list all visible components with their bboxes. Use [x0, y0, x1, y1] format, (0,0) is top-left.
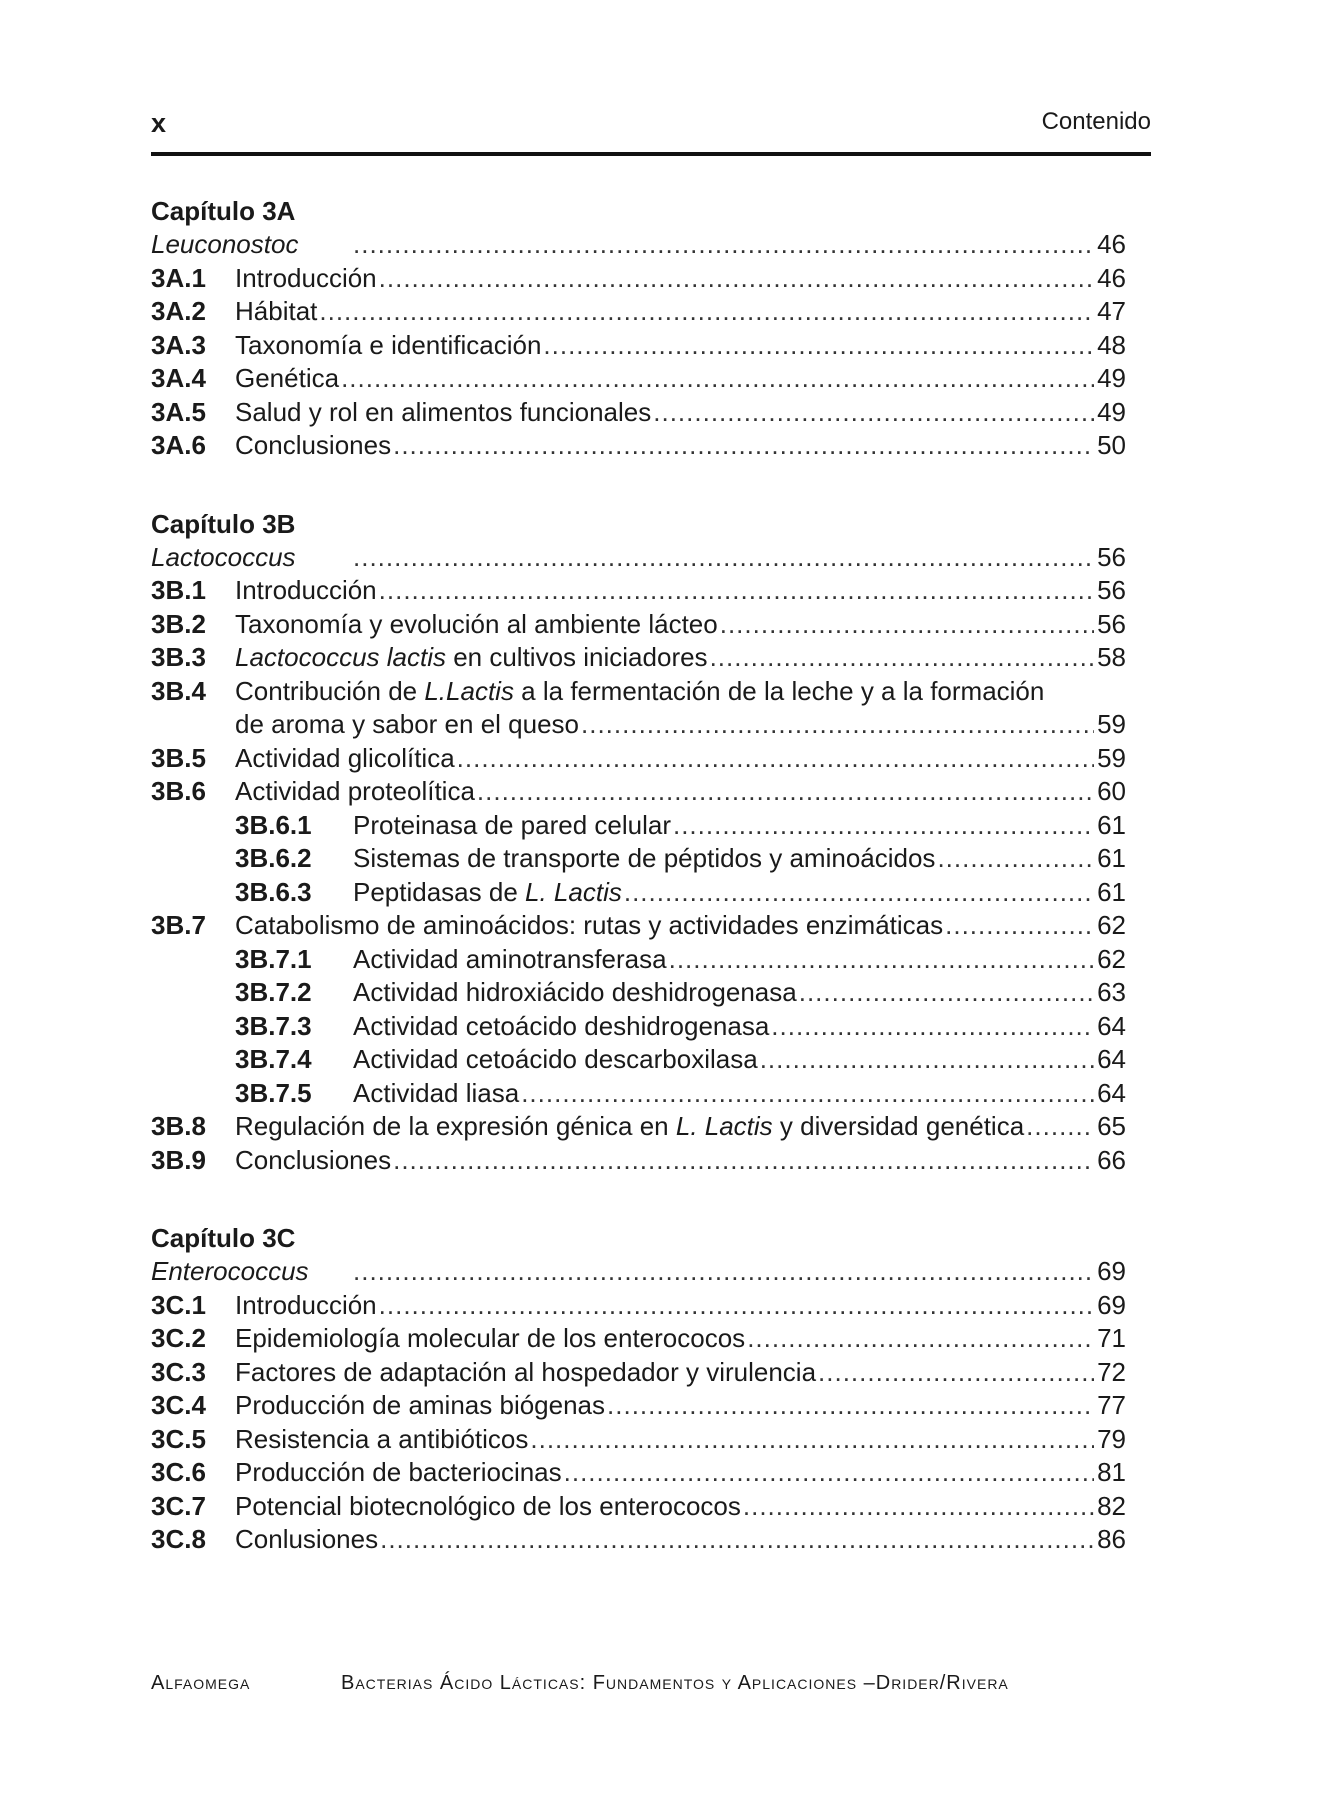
dot-leader	[743, 1490, 1094, 1524]
entry-title-text: Conclusiones	[235, 1144, 392, 1175]
entry-title	[235, 1423, 528, 1457]
entry-title	[235, 1110, 1024, 1144]
page-number: 60	[1097, 776, 1126, 806]
chapter-title: Capítulo 3C	[151, 1223, 296, 1253]
page-number: 82	[1097, 1490, 1126, 1521]
entry-number: 3B.7.4	[235, 1044, 312, 1074]
toc-entry	[151, 1456, 1126, 1490]
toc-chapter	[151, 1221, 1126, 1557]
entry-title-text: Introducción	[235, 575, 377, 605]
entry-title-text: Catabolismo de aminoácidos: rutas y actividades enzimáticas	[235, 910, 944, 940]
entry-number: 3B.6	[151, 776, 206, 806]
book-title: Bacterias Ácido Lácticas: Fundamentos y Aplicaciones –Drider/Rivera	[341, 1672, 1009, 1694]
page-number: 79	[1097, 1423, 1126, 1454]
dot-leader	[771, 1010, 1094, 1044]
toc-entry	[151, 1010, 1126, 1044]
entry-title-text: Resistencia a antibióticos	[235, 1423, 529, 1454]
entry-title	[235, 608, 718, 642]
entry-title-italic: L.Lactis	[424, 675, 514, 706]
page-number: 46	[1097, 229, 1126, 259]
dot-leader	[393, 429, 1094, 463]
toc-chapter	[151, 194, 1126, 463]
dot-leader	[799, 976, 1094, 1010]
entry-title-text: Actividad cetoácido deshidrogenasa	[353, 1010, 770, 1041]
dot-leader	[353, 541, 1094, 575]
entry-title-pre: Regulación de la expresión génica en	[235, 1111, 676, 1141]
entry-title	[235, 1456, 562, 1490]
toc-entry	[151, 329, 1126, 363]
page-number: 72	[1097, 1356, 1126, 1387]
entry-title-italic: L. Lactis	[525, 876, 622, 907]
entry-title	[353, 876, 622, 910]
dot-leader	[543, 329, 1094, 363]
entry-number: 3B.4	[151, 675, 206, 706]
entry-number: 3A.6	[151, 430, 206, 460]
page-number: 61	[1097, 809, 1126, 840]
toc-entry	[151, 876, 1126, 910]
toc-entry	[151, 1110, 1126, 1144]
page-number: 69	[1097, 1289, 1126, 1320]
entry-title-text: Hábitat	[235, 296, 318, 326]
dot-leader	[341, 362, 1094, 396]
entry-title-text: Conclusiones	[235, 430, 392, 460]
page-number: 56	[1097, 608, 1126, 639]
toc-entry	[151, 295, 1126, 329]
toc-entry	[151, 396, 1126, 430]
entry-number: 3B.6.3	[235, 876, 312, 907]
page-number: 48	[1097, 329, 1126, 360]
entry-title-text: Actividad liasa	[353, 1077, 520, 1108]
dot-leader	[673, 809, 1094, 843]
entry-title	[235, 909, 943, 943]
entry-title	[235, 262, 377, 296]
entry-title-pre: Contribución de	[235, 675, 425, 706]
chapter-subtitle-row	[151, 1255, 1126, 1289]
entry-title	[235, 1144, 391, 1178]
entry-title	[235, 742, 455, 776]
entry-title-text: Producción de aminas biógenas	[235, 1390, 606, 1420]
entry-title	[235, 362, 339, 396]
chapter-subtitle-row	[151, 541, 1126, 575]
entry-number: 3B.1	[151, 575, 206, 605]
entry-number: 3B.6.1	[235, 809, 312, 840]
entry-title	[235, 429, 391, 463]
entry-number: 3B.5	[151, 742, 206, 773]
entry-number: 3B.2	[151, 608, 206, 639]
dot-leader	[477, 775, 1094, 809]
page-number: 61	[1097, 876, 1126, 907]
entry-title-text: Epidemiología molecular de los enterococos	[235, 1323, 746, 1353]
page-number: 58	[1097, 642, 1126, 672]
dot-leader	[353, 228, 1094, 262]
dot-leader	[653, 396, 1094, 430]
dot-leader	[624, 876, 1094, 910]
entry-number: 3B.7	[151, 910, 206, 940]
entry-title	[235, 775, 475, 809]
chapter-title: Capítulo 3A	[151, 196, 296, 226]
entry-title	[235, 1389, 605, 1423]
entry-title	[235, 1356, 816, 1390]
toc-entry	[151, 608, 1126, 642]
page-number: 86	[1097, 1524, 1126, 1554]
page-number: 46	[1097, 262, 1126, 293]
entry-title	[353, 1010, 769, 1044]
entry-number: 3C.8	[151, 1524, 206, 1554]
entry-number: 3C.2	[151, 1323, 206, 1353]
entry-title	[235, 1322, 745, 1356]
toc-chapter	[151, 507, 1126, 1178]
page-number: 64	[1097, 1010, 1126, 1041]
dot-leader	[379, 1289, 1094, 1323]
dot-leader	[521, 1077, 1094, 1111]
entry-title-text: Actividad glicolítica	[235, 742, 455, 773]
dot-leader	[818, 1356, 1094, 1390]
toc-entry	[151, 742, 1126, 776]
publisher-name: Alfaomega	[151, 1672, 251, 1694]
entry-number: 3B.6.2	[235, 843, 312, 873]
toc-entry-continuation	[151, 708, 1126, 742]
toc-entry	[151, 1423, 1126, 1457]
dot-leader	[457, 742, 1094, 776]
toc-entry	[151, 1490, 1126, 1524]
dot-leader	[319, 295, 1094, 329]
toc-entry	[151, 262, 1126, 296]
entry-title-text: Proteinasa de pared celular	[353, 809, 671, 840]
dot-leader	[564, 1456, 1094, 1490]
entry-number: 3C.4	[151, 1390, 206, 1420]
running-header	[151, 108, 1151, 156]
toc-entry	[151, 641, 1126, 675]
dot-leader	[380, 1523, 1094, 1557]
entry-title-italic: Lactococcus lactis	[235, 642, 446, 672]
entry-title	[353, 1077, 519, 1111]
toc-entry	[151, 809, 1126, 843]
entry-number: 3B.7.3	[235, 1010, 312, 1041]
dot-leader	[379, 574, 1094, 608]
chapter-subtitle: Leuconostoc	[151, 229, 299, 259]
dot-leader	[937, 842, 1094, 876]
toc-entry	[151, 429, 1126, 463]
chapter-subtitle: Enterococcus	[151, 1256, 309, 1286]
dot-leader	[607, 1389, 1094, 1423]
toc-entry	[151, 1523, 1126, 1557]
entry-title-text: Introducción	[235, 262, 377, 293]
entry-title-text: Conlusiones	[235, 1524, 379, 1554]
entry-title	[353, 1043, 758, 1077]
page-number: 49	[1097, 396, 1126, 427]
toc-entry	[151, 1289, 1126, 1323]
entry-title	[353, 809, 671, 843]
toc-entry	[151, 909, 1126, 943]
entry-title	[235, 1523, 378, 1557]
entry-title-line2: de aroma y sabor en el queso	[235, 709, 579, 739]
toc-entry	[151, 362, 1126, 396]
toc-entry	[151, 976, 1126, 1010]
page-number: 69	[1097, 1256, 1126, 1286]
entry-title-text: Actividad cetoácido descarboxilasa	[353, 1044, 758, 1074]
table-of-contents	[151, 194, 1126, 1601]
entry-number: 3B.8	[151, 1111, 206, 1141]
page-number: 71	[1097, 1323, 1126, 1353]
entry-number: 3B.7.2	[235, 977, 312, 1007]
page-number: 65	[1097, 1111, 1126, 1141]
entry-title	[235, 1289, 377, 1323]
page-number: 61	[1097, 843, 1126, 873]
dot-leader	[530, 1423, 1094, 1457]
entry-title-text: Taxonomía y evolución al ambiente lácteo	[235, 608, 718, 639]
toc-entry	[151, 1144, 1126, 1178]
dot-leader	[720, 608, 1094, 642]
entry-title-text: Producción de bacteriocinas	[235, 1457, 562, 1487]
toc-entry	[151, 1356, 1126, 1390]
page-number: 64	[1097, 1044, 1126, 1074]
section-title: Contenido	[1041, 108, 1151, 135]
entry-title-italic: L. Lactis	[675, 1111, 773, 1141]
entry-title-text: a la fermentación de la leche y a la formación	[513, 675, 1045, 706]
entry-number: 3A.4	[151, 363, 206, 393]
page-number: 56	[1097, 541, 1126, 572]
entry-title-text: Sistemas de transporte de péptidos y aminoácidos	[353, 843, 936, 873]
entry-number: 3A.3	[151, 329, 206, 360]
toc-entry	[151, 574, 1126, 608]
dot-leader	[669, 943, 1094, 977]
toc-entry	[151, 1043, 1126, 1077]
entry-title-text: Actividad aminotransferasa	[353, 943, 667, 974]
entry-title	[353, 976, 797, 1010]
entry-title-text: Actividad hidroxiácido deshidrogenasa	[353, 977, 797, 1007]
entry-number: 3A.2	[151, 296, 206, 326]
entry-title-text: Introducción	[235, 1289, 377, 1320]
dot-leader	[353, 1255, 1094, 1289]
entry-title-text: en cultivos iniciadores	[445, 642, 708, 672]
dot-leader	[747, 1322, 1094, 1356]
entry-number: 3C.1	[151, 1289, 206, 1320]
entry-title-pre: Peptidasas de	[353, 876, 526, 907]
page-number: 66	[1097, 1144, 1126, 1175]
entry-number: 3B.3	[151, 642, 206, 672]
chapter-subtitle-row	[151, 228, 1126, 262]
page-number: 63	[1097, 977, 1126, 1007]
page-numeral: x	[151, 108, 167, 138]
page-number: 50	[1097, 430, 1126, 460]
entry-title	[235, 641, 708, 675]
entry-title	[235, 295, 317, 329]
entry-number: 3A.5	[151, 396, 206, 427]
entry-title	[353, 943, 667, 977]
page-number: 62	[1097, 943, 1126, 974]
entry-title-text: Factores de adaptación al hospedador y virulencia	[235, 1356, 817, 1387]
page-number: 81	[1097, 1457, 1126, 1487]
entry-title	[235, 675, 1044, 709]
toc-entry	[151, 943, 1126, 977]
entry-number: 3C.6	[151, 1457, 206, 1487]
entry-title-text: Actividad proteolítica	[235, 776, 475, 806]
dot-leader	[710, 641, 1094, 675]
entry-title	[235, 329, 541, 363]
entry-number: 3A.1	[151, 262, 206, 293]
entry-title-text: Salud y rol en alimentos funcionales	[235, 396, 652, 427]
page-number: 59	[1097, 742, 1126, 773]
page-number: 56	[1097, 575, 1126, 605]
entry-title	[353, 842, 935, 876]
entry-number: 3B.9	[151, 1144, 206, 1175]
page-number: 47	[1097, 296, 1126, 326]
entry-number: 3B.7.5	[235, 1077, 312, 1108]
entry-title	[235, 1490, 741, 1524]
entry-number: 3C.5	[151, 1423, 206, 1454]
toc-entry	[151, 1077, 1126, 1111]
toc-entry	[151, 675, 1126, 709]
page-number: 64	[1097, 1077, 1126, 1108]
entry-number: 3B.7.1	[235, 943, 312, 974]
page-number: 49	[1097, 363, 1126, 393]
toc-entry	[151, 1322, 1126, 1356]
entry-title-text: Taxonomía e identificación	[235, 329, 542, 360]
entry-title-text: y diversidad genética	[772, 1111, 1025, 1141]
entry-number: 3C.7	[151, 1490, 206, 1521]
entry-title-text: Genética	[235, 363, 340, 393]
page-number: 77	[1097, 1390, 1126, 1420]
entry-title	[235, 396, 651, 430]
entry-title	[235, 574, 377, 608]
toc-entry	[151, 842, 1126, 876]
dot-leader	[1026, 1110, 1094, 1144]
chapter-title: Capítulo 3B	[151, 508, 296, 539]
dot-leader	[945, 909, 1094, 943]
entry-title-text: Potencial biotecnológico de los enterococos	[235, 1490, 741, 1521]
page-number: 62	[1097, 910, 1126, 940]
dot-leader	[581, 708, 1094, 742]
page-number: 59	[1097, 709, 1126, 739]
dot-leader	[760, 1043, 1094, 1077]
dot-leader	[393, 1144, 1094, 1178]
chapter-subtitle: Lactococcus	[151, 541, 296, 572]
toc-entry	[151, 775, 1126, 809]
toc-entry	[151, 1389, 1126, 1423]
entry-number: 3C.3	[151, 1356, 206, 1387]
dot-leader	[379, 262, 1094, 296]
